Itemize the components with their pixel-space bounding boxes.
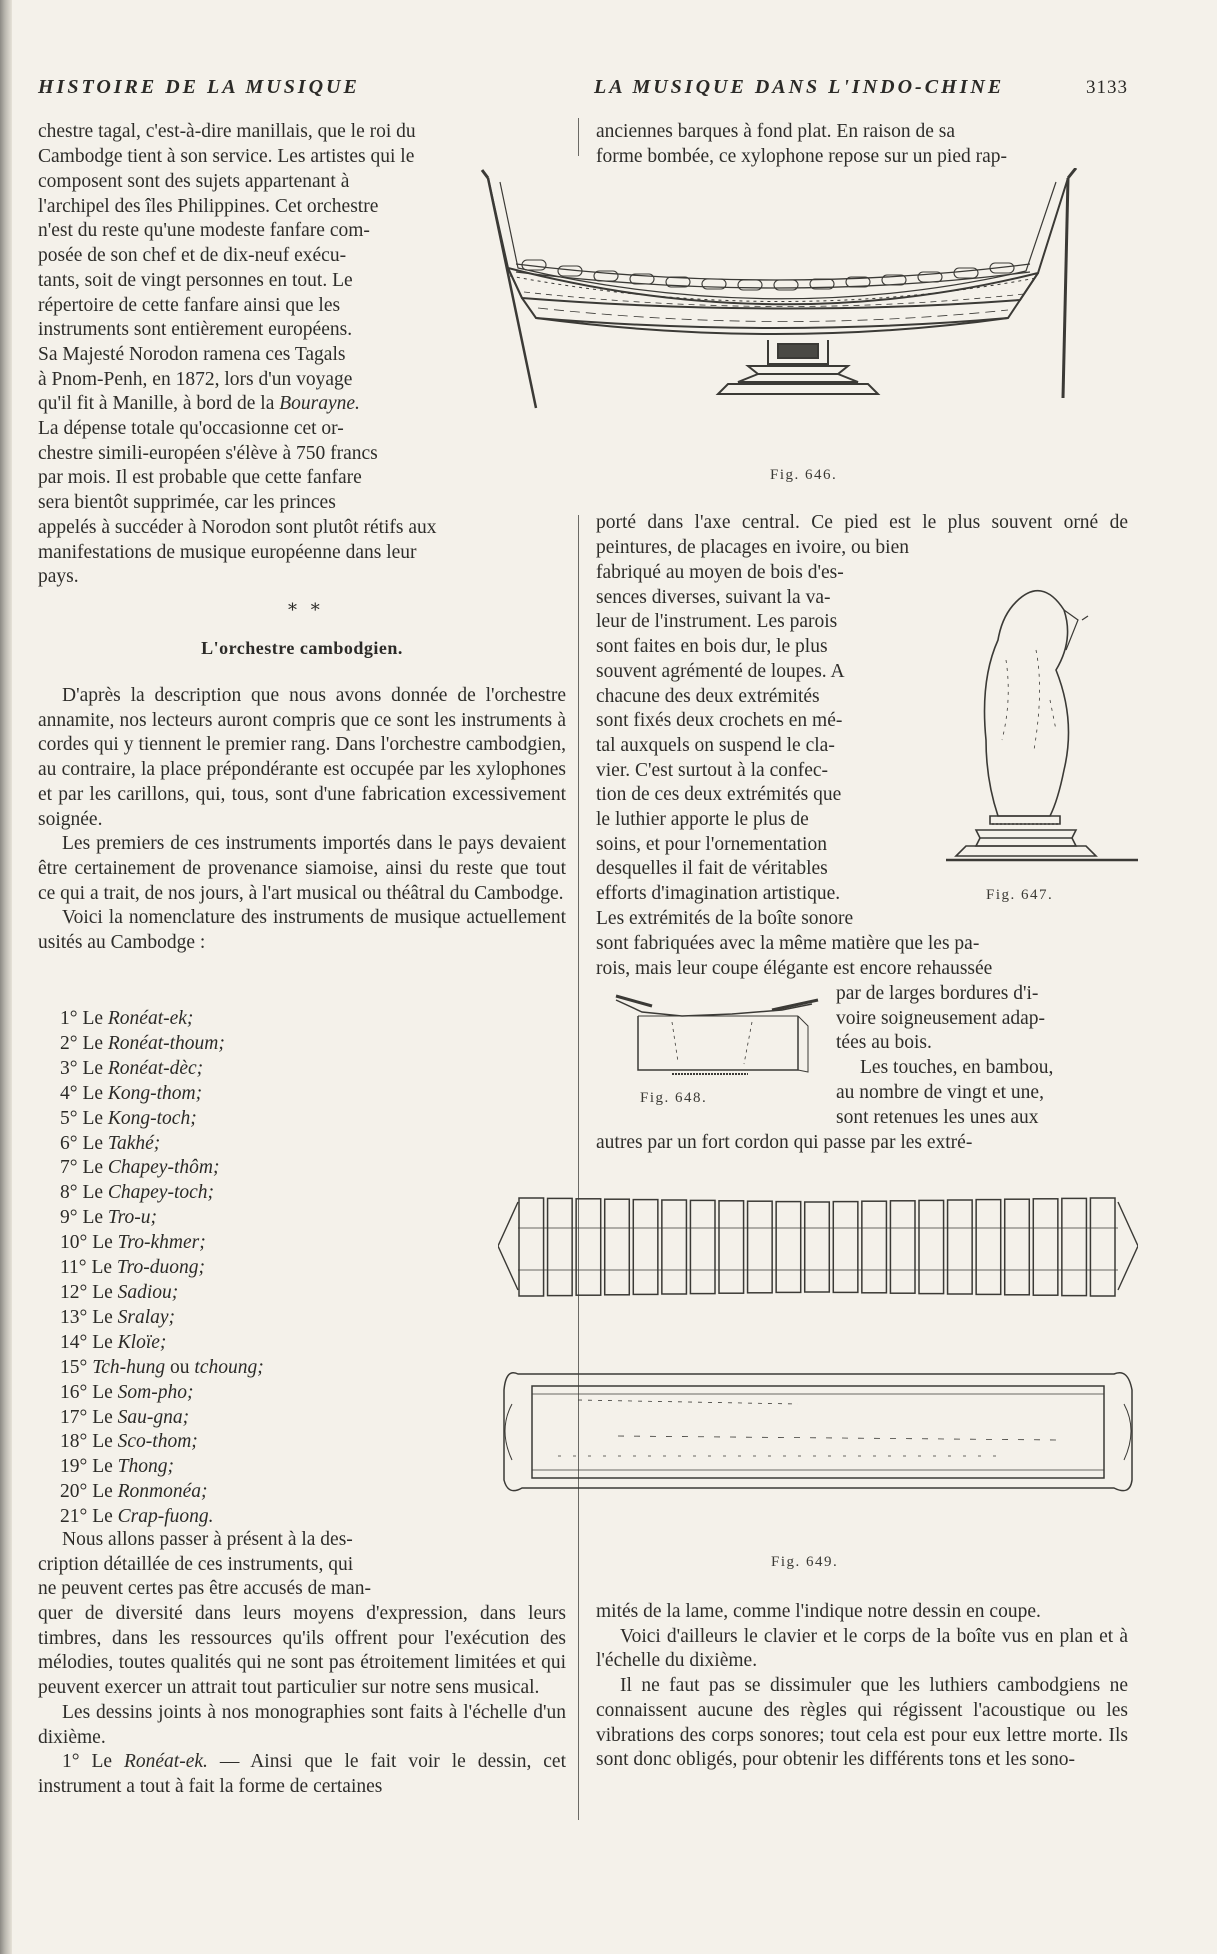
paragraph: 1° Le Ronéat-ek. — Ainsi que le fait voir le dessin, cet instrument a tout à fait la forme de certaines <box>38 1751 566 1797</box>
text-line: vier. C'est surtout à la confec- <box>596 759 829 781</box>
keyboard-bar <box>576 1199 601 1295</box>
paragraph: porté dans l'axe central. Ce pied est le plus souvent orné de peintures, de placages en ivoire, ou bien <box>596 512 1128 558</box>
instrument-name: Sau-gna; <box>117 1406 190 1428</box>
instrument-list-item: 20° Le Ronmonéa; <box>60 1481 208 1503</box>
instrument-list-item: 21° Le Crap-fuong. <box>60 1506 214 1528</box>
section-title: L'orchestre cambodgien. <box>201 638 403 658</box>
text-line: tées au bois. <box>836 1032 932 1054</box>
paragraph: quer de diversité dans leurs moyens d'expression, dans leurs timbres, dans les ressources qu'ils offrent pour l'exécution des mélodies, toutes qualités qui ne sont pas étroitement limitées et qui peuvent exercer un attrait tout particulier sur notre sens musical. <box>38 1603 566 1699</box>
text-line: à Pnom-Penh, en 1872, lors d'un voyage <box>38 368 353 390</box>
keyboard-bar <box>548 1198 573 1295</box>
instrument-list-item: 12° Le Sadiou; <box>60 1281 179 1303</box>
right-para-a <box>596 511 1128 560</box>
text-line: La dépense totale qu'occasionne cet or- <box>38 418 344 440</box>
instrument-name: Chapey-toch; <box>107 1182 215 1204</box>
figure-649-keyboard-plan-illustration <box>498 1190 1138 1536</box>
section-separator: * * <box>288 600 324 621</box>
text-line: posée de son chef et de dix-neuf exécu- <box>38 245 347 267</box>
instrument-name: Thong; <box>117 1456 174 1478</box>
text-line: sences diverses, suivant la va- <box>596 586 831 608</box>
keyboard-bar <box>776 1202 801 1293</box>
keyboard-bar <box>1090 1198 1115 1296</box>
keyboard-bar <box>1005 1199 1030 1295</box>
text-line: souvent agrémenté de loupes. A <box>596 660 845 682</box>
text-line: Nous allons passer à présent à la des- <box>62 1529 353 1550</box>
figure-647-end-piece-illustration <box>946 580 1138 880</box>
keyboard-bar <box>833 1202 858 1293</box>
text-line: appelés à succéder à Norodon sont plutôt rétifs aux <box>38 517 437 538</box>
instrument-list-item: 2° Le Ronéat-thoum; <box>60 1032 225 1054</box>
text-line: instruments sont entièrement européens. <box>38 319 353 341</box>
right-wide-b <box>596 932 1128 981</box>
right-wide-c <box>596 1131 1128 1156</box>
instrument-name: Ronéat-ek; <box>107 1008 194 1029</box>
text-line: chestre simili-européen s'élève à 750 francs <box>38 442 378 464</box>
instrument-list-item: 3° Le Ronéat-dèc; <box>60 1057 204 1079</box>
text-line: par mois. Il est probable que cette fanfare <box>38 467 362 489</box>
instrument-name: Kloïe; <box>117 1331 167 1353</box>
text-line: anciennes barques à fond plat. En raison de sa <box>596 121 955 142</box>
text-line: sont fabriquées avec la même matière que les pa- <box>596 933 980 954</box>
instrument-name: Ronéat-thoum; <box>107 1032 225 1054</box>
text-line: fabriqué au moyen de bois d'es- <box>596 562 844 583</box>
left-narrow-block-2 <box>38 1528 474 1602</box>
paragraph: Voici d'ailleurs le clavier et le corps de la boîte vus en plan et à l'échelle du dixième. <box>596 1625 1128 1672</box>
left-body <box>38 684 566 956</box>
left-narrow-block <box>38 170 474 516</box>
text-line: tants, soit de vingt personnes en tout. Le <box>38 269 353 291</box>
instrument-name: Ronmonéa; <box>117 1481 208 1503</box>
paragraph: D'après la description que nous avons donnée de l'orchestre annamite, nos lecteurs auront compris que ce sont les instruments à cordes qui y tiennent le premier rang. Dans l'orchestre cambodgien, au contraire, la place prépondérante est occupée par les xylophones et par les carillons, qui, tous, sont d'une fabrication excessivement soignée. <box>38 685 566 830</box>
instrument-name: Sco-thom; <box>117 1431 198 1453</box>
text-line: autres par un fort cordon qui passe par les extré- <box>596 1132 973 1153</box>
left-intro <box>38 120 566 169</box>
instrument-name: Chapey-thôm; <box>107 1157 220 1179</box>
instrument-list-item: 6° Le Takhé; <box>60 1132 161 1154</box>
instrument-list-item: 13° Le Sralay; <box>60 1306 176 1328</box>
text-line: l'archipel des îles Philippines. Cet orchestre <box>38 195 379 217</box>
instrument-list-item: 1° Le Ronéat-ek; <box>60 1008 194 1029</box>
instrument-name: Takhé; <box>107 1132 161 1154</box>
text-line: ne peuvent certes pas être accusés de man- <box>38 1578 371 1600</box>
text-line: rois, mais leur coupe élégante est encore rehaussée <box>596 957 993 979</box>
header-left-title: HISTOIRE DE LA MUSIQUE <box>38 76 360 98</box>
text-line: chacune des deux extrémités <box>596 685 820 707</box>
keyboard-bar <box>719 1201 744 1293</box>
text-line: sont fixés deux crochets en mé- <box>596 710 843 732</box>
paragraph: Il ne faut pas se dissimuler que les luthiers cambodgiens ne connaissent aucune des règles qui régissent l'acoustique ou les vibrations des corps sonores; tout cela est pour eux lettre morte. Ils sont donc obligés, pour obtenir les différents tons et les sono- <box>596 1675 1128 1771</box>
text-line: Les touches, en bambou, <box>860 1057 1054 1079</box>
instrument-name: Kong-thom; <box>107 1082 203 1104</box>
instrument-list-item: 18° Le Sco-thom; <box>60 1431 198 1453</box>
instrument-name: Ronéat-dèc; <box>107 1057 204 1079</box>
right-narrow-b <box>836 982 1128 1130</box>
keyboard-bar <box>805 1202 830 1292</box>
text-line: répertoire de cette fanfare ainsi que les <box>38 294 341 316</box>
paragraph: Les premiers de ces instruments importés dans le pays devaient être certainement de provenance siamoise, ainsi du reste que tout ce qui a trait, de nos jours, à l'art musical ou théâtral du Cambodge. <box>38 833 566 904</box>
figure-646-caption: Fig. 646. <box>770 467 838 483</box>
column-rule-top <box>578 118 579 156</box>
instrument-list-item: 17° Le Sau-gna; <box>60 1406 190 1428</box>
instrument-name: Sadiou; <box>117 1281 179 1303</box>
keyboard-bar <box>519 1198 544 1296</box>
instrument-list-item: 16° Le Som-pho; <box>60 1381 194 1403</box>
keyboard-bar <box>662 1200 687 1294</box>
text-line: tal auxquels on suspend le cla- <box>596 734 835 756</box>
instrument-list-item: 8° Le Chapey-toch; <box>60 1182 215 1204</box>
instrument-name: tchoung; <box>194 1356 264 1378</box>
keyboard-bar <box>690 1200 715 1293</box>
instrument-list-item: 10° Le Tro-khmer; <box>60 1232 206 1254</box>
instrument-list-item: 5° Le Kong-toch; <box>60 1107 197 1129</box>
text-line: manifestations de musique européenne dans leur <box>38 541 417 563</box>
right-top <box>596 120 1128 169</box>
text-line: qu'il fit à Manille, à bord de la Bourayne. <box>38 393 360 415</box>
left-wide-block <box>38 516 566 590</box>
running-header <box>38 76 1138 106</box>
text-line: sont retenues les unes aux <box>836 1106 1039 1128</box>
text-line: pays. <box>38 566 79 588</box>
text-line: sera bientôt supprimée, car les princes <box>38 492 336 514</box>
text-line: efforts d'imagination artistique. <box>596 883 841 905</box>
header-right-title: LA MUSIQUE DANS L'INDO-CHINE <box>594 76 1005 98</box>
left-bottom <box>38 1602 566 1800</box>
instrument-name: Tch-hung <box>92 1356 166 1378</box>
text-line: par de larges bordures d'i- <box>836 983 1039 1004</box>
instrument-name: Ronéat-ek. <box>123 1751 208 1773</box>
text-line: le luthier apporte le plus de <box>596 809 809 831</box>
ship-name: Bourayne. <box>279 393 360 415</box>
keyboard-bar <box>1033 1199 1058 1295</box>
instrument-list-item: 9° Le Tro-u; <box>60 1207 158 1229</box>
keyboard-bar <box>919 1200 944 1293</box>
instrument-list-item: 14° Le Kloïe; <box>60 1331 167 1353</box>
instrument-name: Tro-u; <box>107 1207 158 1229</box>
instrument-list-item: 15° Tch-hung ou tchoung; <box>60 1356 264 1378</box>
text-line: Cambodge tient à son service. Les artistes qui le <box>38 145 415 167</box>
keyboard-bar <box>633 1200 658 1295</box>
paragraph: Les dessins joints à nos monographies sont faits à l'échelle d'un dixième. <box>38 1701 566 1748</box>
instrument-list-item: 4° Le Kong-thom; <box>60 1082 203 1104</box>
keyboard-bar <box>1062 1198 1087 1295</box>
page-number: 3133 <box>1086 77 1128 98</box>
keyboard-bar <box>605 1199 630 1295</box>
instrument-name: Sralay; <box>117 1306 176 1328</box>
instrument-name: Tro-khmer; <box>117 1232 206 1254</box>
keyboard-bar <box>948 1200 973 1294</box>
text-line: Sa Majesté Norodon ramena ces Tagals <box>38 343 346 365</box>
text-line: chestre tagal, c'est-à-dire manillais, que le roi du <box>38 121 416 142</box>
book-binding-edge <box>0 0 12 1954</box>
right-narrow-a <box>596 561 918 932</box>
keyboard-bar <box>862 1201 887 1293</box>
figure-647-caption: Fig. 647. <box>986 887 1054 903</box>
instrument-list-item: 19° Le Thong; <box>60 1456 174 1478</box>
text-line: au nombre de vingt et une, <box>836 1081 1044 1103</box>
paragraph: Voici la nomenclature des instruments de musique actuellement usités au Cambodge : <box>38 907 566 954</box>
keyboard-bar <box>748 1201 773 1293</box>
text-line: sont faites en bois dur, le plus <box>596 636 828 658</box>
figure-648-cross-section-illustration <box>612 992 822 1092</box>
text-line: forme bombée, ce xylophone repose sur un pied rap- <box>596 145 1007 167</box>
instrument-list-item: 11° Le Tro-duong; <box>60 1257 206 1279</box>
paragraph: mités de la lame, comme l'indique notre dessin en coupe. <box>596 1601 1041 1622</box>
keyboard-bar <box>890 1201 915 1293</box>
keyboard-bar <box>976 1200 1001 1295</box>
instrument-list <box>60 1007 264 1530</box>
instrument-name: Kong-toch; <box>107 1107 197 1129</box>
text-line: soins, et pour l'ornementation <box>596 833 827 855</box>
right-bottom <box>596 1600 1128 1773</box>
figure-649-caption: Fig. 649. <box>771 1554 839 1570</box>
figure-648-caption: Fig. 648. <box>640 1090 708 1106</box>
text-line: cription détaillée de ces instruments, qui <box>38 1553 354 1575</box>
text-line: Les extrémités de la boîte sonore <box>596 907 854 929</box>
text-line: n'est du reste qu'une modeste fanfare com- <box>38 220 370 242</box>
instrument-name: Som-pho; <box>117 1381 194 1403</box>
text-line: leur de l'instrument. Les parois <box>596 611 838 633</box>
figure-646-xylophone-illustration <box>478 168 1138 460</box>
text-line: voire soigneusement adap- <box>836 1007 1046 1029</box>
instrument-name: Tro-duong; <box>116 1257 206 1279</box>
column-rule <box>578 515 579 1820</box>
instrument-name: Crap-fuong. <box>117 1506 214 1528</box>
text-line: desquelles il fait de véritables <box>596 858 828 880</box>
text-line: tion de ces deux extrémités que <box>596 784 842 806</box>
instrument-list-item: 7° Le Chapey-thôm; <box>60 1157 220 1179</box>
text-line: composent sont des sujets appartenant à <box>38 171 350 192</box>
